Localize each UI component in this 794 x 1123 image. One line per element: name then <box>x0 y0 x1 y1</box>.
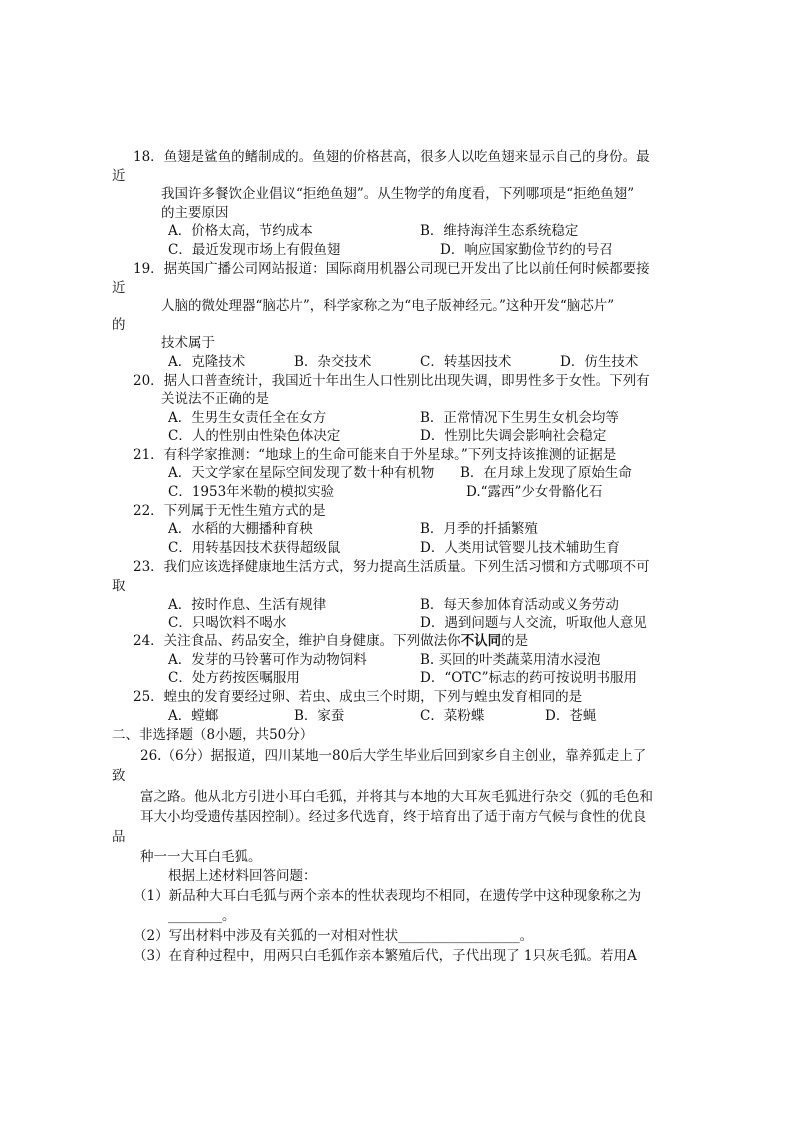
q23-option-a: A．按时作息、生活有规律 <box>168 597 327 613</box>
q24-stem-emphasis: 不认同 <box>460 633 502 649</box>
q26-stem-line1: 26.（6分）据报道，四川某地一80后大学生毕业后回到家乡自主创业，靠养狐走上了 <box>140 748 647 764</box>
q23-option-b: B．每天参加体育活动或义务劳动 <box>420 597 619 613</box>
q20-stem-line2: 关说法不正确的是 <box>161 391 269 407</box>
q23-stem-line1: 23．我们应该选择健康地生活方式，努力提高生活质量。下列生活习惯和方式哪项不可 <box>133 559 650 575</box>
q21-stem-line1: 21．有科学家推测：“地球上的生命可能来自于外星球。”下列支持该推测的证据是 <box>133 447 617 463</box>
q22-option-b: B．月季的扦插繁殖 <box>420 521 538 537</box>
q20-option-b: B．正常情况下生男生女机会均等 <box>420 410 619 426</box>
q18-option-b: B．维持海洋生态系统稳定 <box>420 223 579 239</box>
q18-stem-line1: 18．鱼翅是鲨鱼的鳍制成的。鱼翅的价格甚高，很多人以吃鱼翅来显示自己的身份。最 <box>133 149 650 165</box>
q23-option-d: D．遇到问题与人交流，听取他人意见 <box>420 615 647 631</box>
q24-option-a: A．发芽的马铃薯可作为动物饲料 <box>168 652 367 668</box>
q25-option-d: D．苍蝇 <box>545 708 597 724</box>
q21-option-a: A．天文学家在星际空间发现了数十种有机物 <box>168 465 435 481</box>
q21-option-d: D.“露西”少女骨骼化石 <box>466 484 603 500</box>
q22-option-d: D．人类用试管婴儿技术辅助生育 <box>420 540 620 556</box>
q18-stem-line3: 的主要原因 <box>161 205 229 221</box>
section-title: 二、非选择题（8小题，共50分） <box>112 727 314 743</box>
q23-option-c: C．只喝饮料不喝水 <box>168 615 287 631</box>
q21-option-c: C．1953年米勒的模拟实验 <box>168 484 335 500</box>
q20-option-a: A．生男生女责任全在女方 <box>168 410 327 426</box>
q26-sub3: （3）在育种过程中，用两只白毛狐作亲本繁殖后代，子代出现了 1只灰毛狐。若用A <box>133 948 637 964</box>
q19-option-d: D．仿生技术 <box>560 354 639 370</box>
q20-option-c: C．人的性别由性染色体决定 <box>168 428 341 444</box>
q26-sub1-blank: ________。 <box>168 908 236 924</box>
q19-option-c: C．转基因技术 <box>420 354 512 370</box>
q18-option-a: A．价格太高，节约成本 <box>168 223 313 239</box>
q24-option-c: C．处方药按医嘱服用 <box>168 670 300 686</box>
q26-stem-wrap1: 致 <box>112 768 126 784</box>
q26-stem-wrap3: 品 <box>112 829 126 845</box>
q24-option-d: D．“OTC”标志的药可按说明书服用 <box>420 670 638 686</box>
q26-sub1: （1）新品种大耳白毛狐与两个亲本的性状表现均不相同，在遗传学中这种现象称之为 <box>133 888 642 904</box>
q24-stem-text-c: 的是 <box>501 633 529 649</box>
q22-option-c: C．用转基因技术获得超级鼠 <box>168 540 341 556</box>
q26-prompt: 根据上述材料回答问题： <box>168 868 317 884</box>
q18-stem-wrap1: 近 <box>112 168 126 184</box>
q19-stem-line1: 19．据英国广播公司网站报道：国际商用机器公司现已开发出了比以前任何时候都要接 <box>133 261 650 277</box>
q26-sub2: （2）写出材料中涉及有关狐的一对相对性状__________________。 <box>133 928 534 944</box>
q20-option-d: D．性别比失调会影响社会稳定 <box>420 428 607 444</box>
q24-stem-line1 <box>133 632 528 650</box>
q19-stem-wrap1: 近 <box>112 280 126 296</box>
q23-stem-wrap1: 取 <box>112 578 126 594</box>
q19-option-a: A．克隆技术 <box>168 354 246 370</box>
q18-option-c: C．最近发现市场上有假鱼翅 <box>168 242 341 258</box>
q22-stem-line1: 22．下列属于无性生殖方式的是 <box>133 503 326 519</box>
q20-stem-line1: 20．据人口普查统计，我国近十年出生人口性别比出现失调，即男性多于女性。下列有 <box>133 373 650 389</box>
q26-stem-line4: 种一一大耳白毛狐。 <box>140 849 262 865</box>
q24-stem-text-a: 24．关注食品、药品安全，维护自身健康。下列做法你 <box>133 633 461 649</box>
q19-stem-line2: 人脑的微处理器“脑芯片”，科学家称之为“电子版神经元。”这种开发“脑芯片” <box>161 298 615 314</box>
q26-stem-line2: 富之路。他从北方引进小耳白毛狐，并将其与本地的大耳灰毛狐进行杂交（狐的毛色和 <box>140 789 653 805</box>
q25-stem-line1: 25．蝗虫的发育要经过卵、若虫、成虫三个时期，下列与蝗虫发育相同的是 <box>133 689 583 705</box>
q22-option-a: A．水稻的大棚播种育秧 <box>168 521 313 537</box>
q18-option-d: D．响应国家勤俭节约的号召 <box>440 242 613 258</box>
q24-option-b: B. 买回的叶类蔬菜用清水浸泡 <box>420 652 601 668</box>
q19-stem-line3: 技术属于 <box>161 335 215 351</box>
q26-stem-line3: 耳大小均受遗传基因控制）。经过多代选育，终于培育出了适于南方气候与食性的优良 <box>140 809 647 825</box>
q25-option-c: C．菜粉蝶 <box>420 708 485 724</box>
q18-stem-line2: 我国许多餐饮企业倡议“拒绝鱼翅”。从生物学的角度看，下列哪项是“拒绝鱼翅” <box>161 186 635 202</box>
q21-option-b: B．在月球上发现了原始生命 <box>460 465 632 481</box>
q25-option-b: B．家蚕 <box>294 708 345 724</box>
q19-option-b: B．杂交技术 <box>294 354 372 370</box>
q19-stem-wrap2: 的 <box>112 317 126 333</box>
q25-option-a: A．螳螂 <box>168 708 219 724</box>
